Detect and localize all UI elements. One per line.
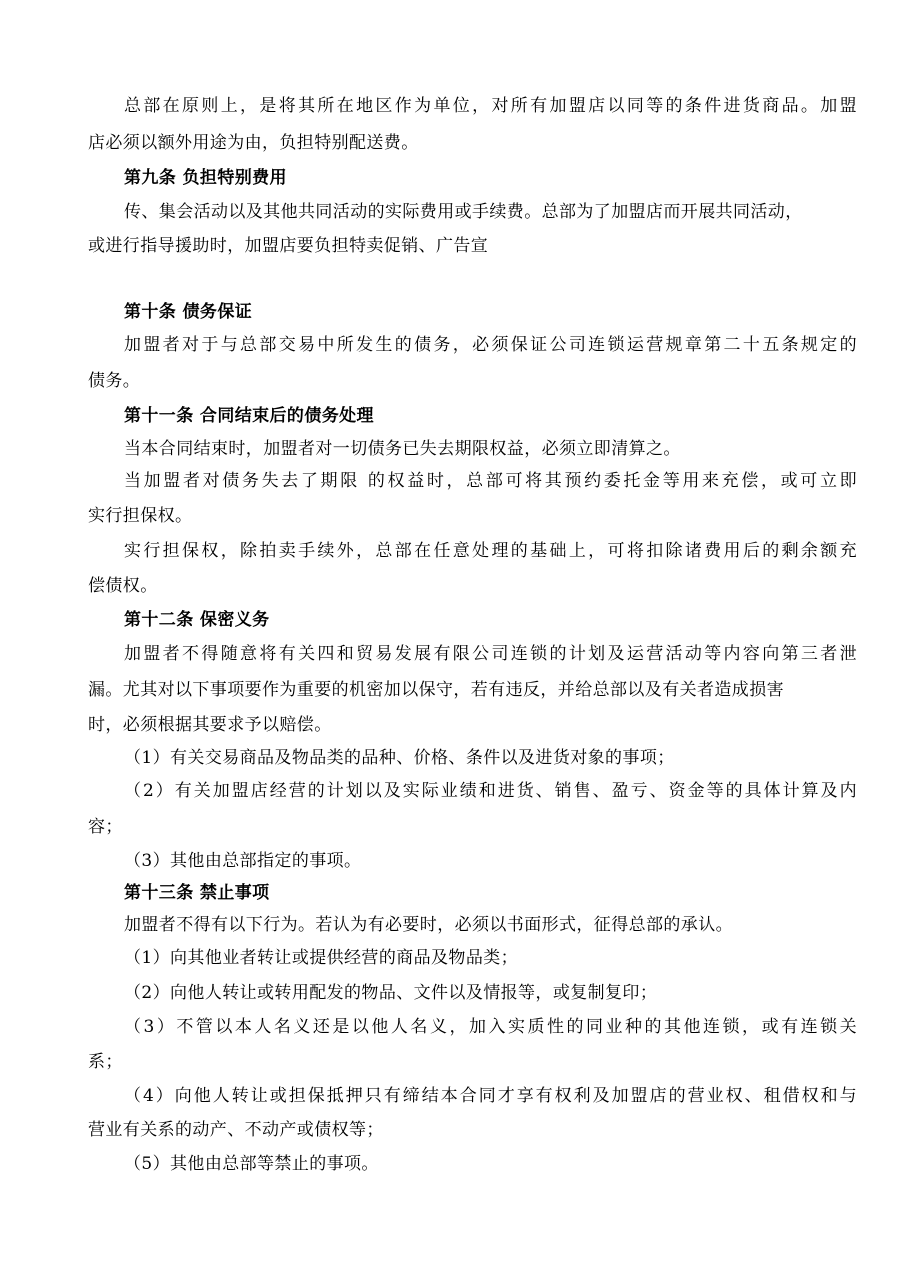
body-paragraph-line: 加盟者不得有以下行为。若认为有必要时，必须以书面形式，征得总部的承认。: [124, 915, 733, 935]
body-paragraph-line: 偿债权。: [88, 576, 158, 596]
body-paragraph-line: 当加盟者对债务失去了期限 的权益时，总部可将其预约委托金等用来充偿，或可立即: [124, 471, 857, 491]
list-item: （1）有关交易商品及物品类的品种、价格、条件以及进货对象的事项；: [124, 748, 675, 768]
body-paragraph-line: 系；: [88, 1052, 123, 1072]
body-paragraph-line: 加盟者不得随意将有关四和贸易发展有限公司连锁的计划及运营活动等内容向第三者泄: [124, 644, 857, 664]
article-heading: 第十一条 合同结束后的债务处理: [124, 406, 374, 426]
body-paragraph-line: 债务。: [88, 371, 141, 391]
body-paragraph-line: 容；: [88, 817, 123, 837]
body-paragraph-line: 营业有关系的动产、不动产或债权等；: [88, 1120, 384, 1140]
list-item: （1）向其他业者转让或提供经营的商品及物品类；: [124, 948, 519, 968]
article-heading: 第十三条 禁止事项: [124, 883, 270, 903]
body-paragraph-line: 当本合同结束时，加盟者对一切债务已失去期限权益，必须立即清算之。: [124, 439, 681, 459]
body-paragraph-line: 时，必须根据其要求予以赔偿。: [88, 715, 332, 735]
body-paragraph-line: 总部在原则上，是将其所在地区作为单位，对所有加盟店以同等的条件进货商品。加盟: [124, 96, 857, 116]
body-paragraph-line: 漏。尤其对以下事项要作为重要的机密加以保守，若有违反，并给总部以及有关者造成损害: [88, 680, 784, 700]
article-heading: 第十二条 保密义务: [124, 610, 270, 630]
list-item: （2）有关加盟店经营的计划以及实际业绩和进货、销售、盈亏、资金等的具体计算及内: [124, 781, 857, 801]
list-item: （5）其他由总部等禁止的事项。: [124, 1154, 379, 1174]
list-item: （4）向他人转让或担保抵押只有缔结本合同才享有权利及加盟店的营业权、租借权和与: [124, 1086, 857, 1106]
body-paragraph-line: 实行担保权，除拍卖手续外，总部在任意处理的基础上，可将扣除诸费用后的剩余额充: [124, 541, 857, 561]
body-paragraph-line: 实行担保权。: [88, 506, 193, 526]
list-item: （2）向他人转让或转用配发的物品、文件以及情报等，或复制复印；: [124, 983, 658, 1003]
list-item: （3）不管以本人名义还是以他人名义，加入实质性的同业种的其他连锁，或有连锁关: [124, 1017, 857, 1037]
article-heading: 第九条 负担特别费用: [124, 168, 287, 188]
body-paragraph-line: 或进行指导援助时，加盟店要负担特卖促销、广告宣: [88, 236, 489, 256]
body-paragraph-line: 店必须以额外用途为由，负担特别配送费。: [88, 133, 419, 153]
body-paragraph-line: 加盟者对于与总部交易中所发生的债务，必须保证公司连锁运营规章第二十五条规定的: [124, 335, 857, 355]
body-paragraph-line: 传、集会活动以及其他共同活动的实际费用或手续费。总部为了加盟店而开展共同活动，: [124, 202, 803, 222]
article-heading: 第十条 债务保证: [124, 302, 253, 322]
list-item: （3）其他由总部指定的事项。: [124, 851, 362, 871]
